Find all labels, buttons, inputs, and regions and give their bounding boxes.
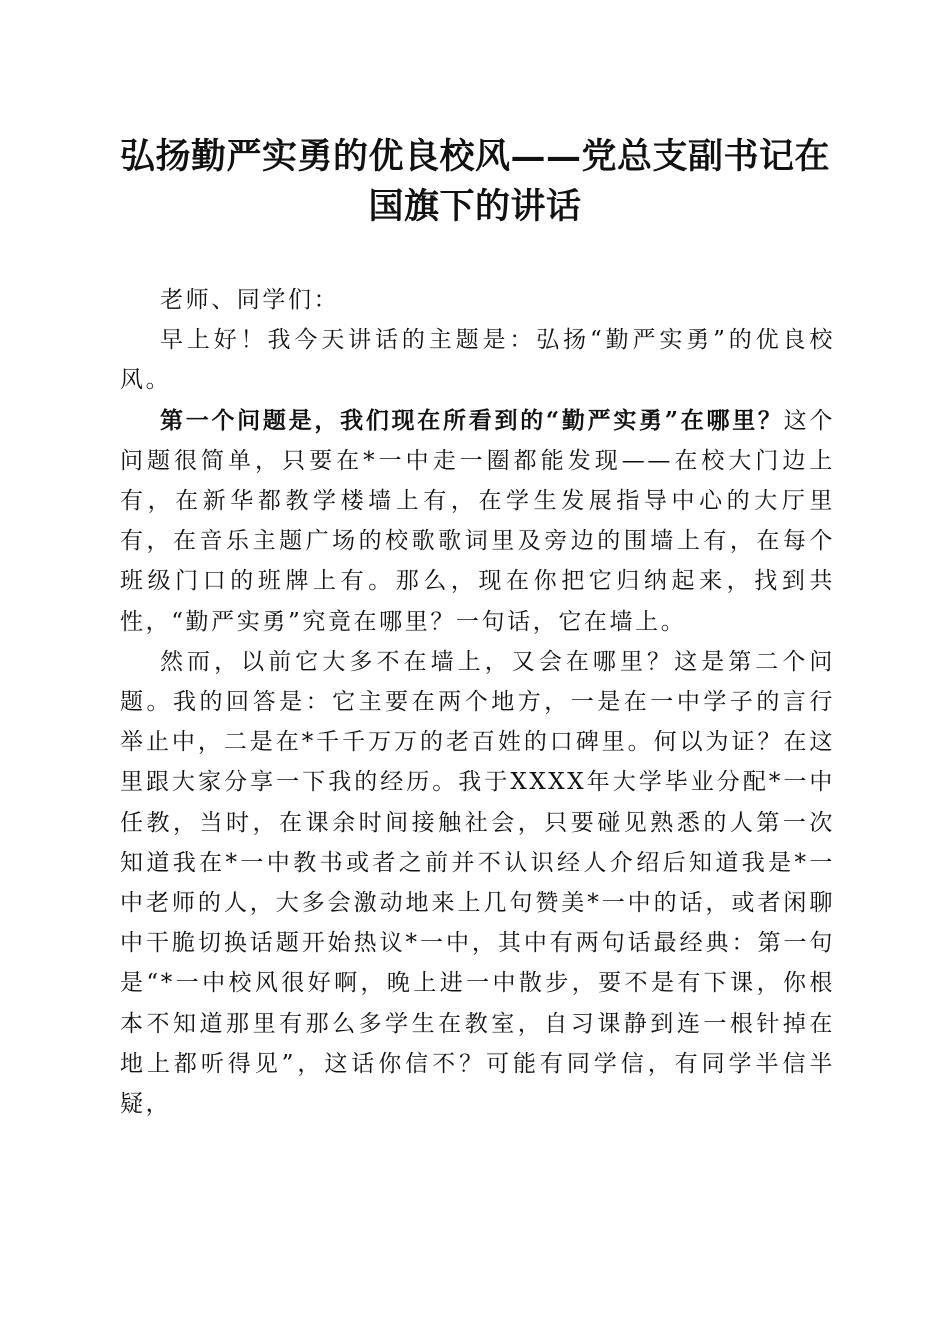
first-question-paragraph [120,401,835,642]
first-question-text: 这个问题很简单，只要在*一中走一圈都能发现——在校大门边上有，在新华都教学楼墙上有，在学生发展指导中心的大厅里有，在音乐主题广场的校歌歌词里及旁边的围墙上有，在每个班级门口的班牌上有。那么，现在你把它归纳起来，找到共性，“勤严实勇”究竟在哪里？一句话，它在墙上。 [120,407,836,635]
salutation-paragraph: 老师、同学们： [160,287,340,313]
document-title [110,132,840,232]
document-body [120,280,835,1124]
second-question-paragraph: 然而，以前它大多不在墙上，又会在哪里？这是第二个问题。我的回答是：它主要在两个地方，一是在一中学子的言行举止中，二是在*千千万万的老百姓的口碑里。何以为证？在这里跟大家分享一下我的经历。我于XXXX年大学毕业分配*一中任教，当时，在课余时间接触社会，只要碰见熟悉的人第一次知道我在*一中教书或者之前并不认识经人介绍后知道我是*一中老师的人，大多会激动地来上几句赞美*一中的话，或者闲聊中干脆切换话题开始热议*一中，其中有两句话最经典：第一句是“*一中校风很好啊，晚上进一中散步，要不是有下课，你根本不知道那里有那么多学生在教室，自习课静到连一根针掉在地上都听得见”，这话你信不？可能有同学信，有同学半信半疑， [120,648,835,1118]
first-question-lead: 第一个问题是，我们现在所看到的“勤严实勇”在哪里？ [160,406,784,434]
greeting-paragraph: 早上好！我今天讲话的主题是：弘扬“勤严实勇”的优良校风。 [120,327,835,394]
title-line-1: 弘扬勤严实勇的优良校风——党总支副书记在 [119,136,830,177]
title-line-2: 国旗下的讲话 [368,186,582,227]
